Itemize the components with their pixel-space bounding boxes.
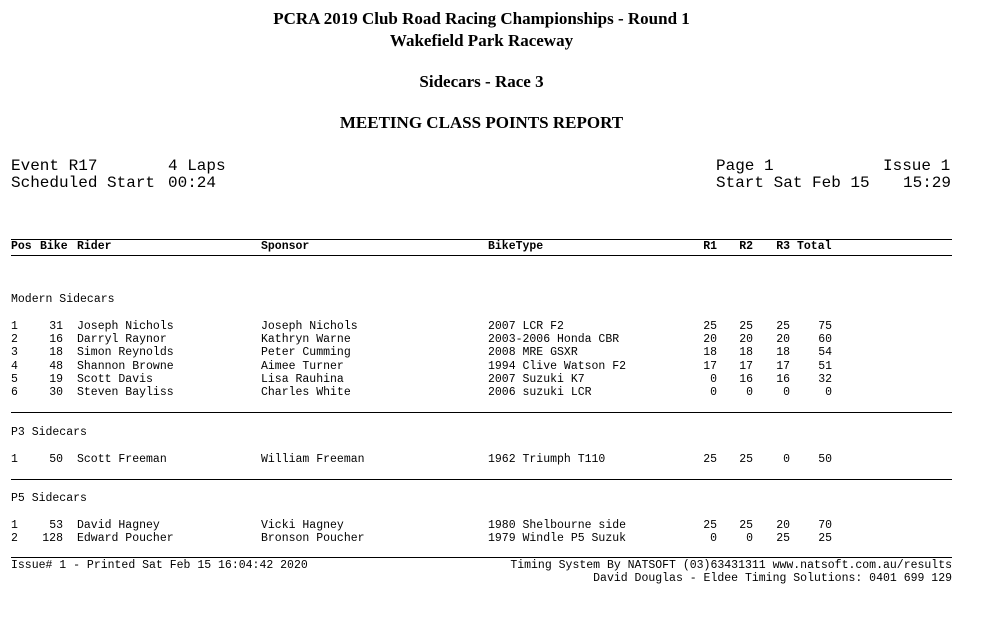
report-title: MEETING CLASS POINTS REPORT bbox=[339, 113, 624, 132]
cell-r1: 18 bbox=[703, 346, 717, 360]
cell-pos: 2 bbox=[11, 532, 18, 546]
cell-r2: 0 bbox=[746, 532, 753, 546]
cell-total: 75 bbox=[818, 320, 832, 333]
cell-rider: Steven Bayliss bbox=[77, 386, 174, 399]
cell-r1: 25 bbox=[703, 453, 717, 466]
class-divider bbox=[11, 412, 952, 413]
cell-r3: 0 bbox=[783, 453, 790, 466]
cell-total: 60 bbox=[818, 333, 832, 347]
cell-bike: 30 bbox=[49, 386, 63, 399]
page-label: Page 1 bbox=[716, 157, 774, 175]
cell-biketype: 2003-2006 Honda CBR bbox=[488, 333, 620, 347]
cell-r3: 25 bbox=[776, 320, 790, 333]
col-bike: Bike bbox=[40, 240, 68, 253]
cell-bike: 31 bbox=[49, 320, 63, 333]
cell-r1: 25 bbox=[703, 519, 717, 532]
cell-r2: 25 bbox=[739, 320, 753, 333]
cell-pos: 1 bbox=[11, 320, 18, 333]
operator-credit: David Douglas - Eldee Timing Solutions: 0401 699 129 bbox=[593, 572, 952, 585]
cell-r1: 25 bbox=[703, 320, 717, 333]
print-info: Issue# 1 - Printed Sat Feb 15 16:04:42 2020 bbox=[11, 559, 308, 572]
cell-r2: 25 bbox=[739, 453, 753, 466]
cell-r3: 20 bbox=[776, 519, 790, 532]
venue-title: Wakefield Park Raceway bbox=[389, 31, 574, 50]
cell-biketype: 2008 MRE GSXR bbox=[488, 346, 578, 360]
cell-sponsor: Kathryn Warne bbox=[261, 333, 351, 347]
cell-bike: 48 bbox=[49, 359, 63, 373]
cell-rider: Shannon Browne bbox=[77, 359, 174, 373]
cell-biketype: 1980 Shelbourne side bbox=[488, 519, 627, 532]
cell-total: 51 bbox=[818, 359, 832, 373]
cell-r2: 0 bbox=[746, 386, 753, 399]
cell-bike: 16 bbox=[49, 333, 63, 347]
cell-r1: 17 bbox=[703, 359, 717, 373]
footer-rule bbox=[11, 557, 952, 558]
timing-credit: Timing System By NATSOFT (03)63431311 www.natsoft.com.au/results bbox=[510, 559, 952, 572]
cell-r2: 17 bbox=[739, 359, 753, 373]
cell-pos: 1 bbox=[11, 519, 18, 532]
cell-biketype: 2006 suzuki LCR bbox=[488, 386, 592, 399]
cell-biketype: 2007 Suzuki K7 bbox=[488, 372, 585, 386]
col-sponsor: Sponsor bbox=[261, 240, 310, 253]
cell-total: 70 bbox=[818, 519, 832, 532]
start-label: Start Sat Feb 15 bbox=[716, 174, 870, 192]
cell-r3: 16 bbox=[776, 372, 790, 386]
cell-total: 32 bbox=[818, 372, 832, 386]
issue-label: Issue 1 bbox=[883, 157, 951, 175]
cell-rider: Scott Davis bbox=[77, 372, 153, 386]
cell-r1: 0 bbox=[710, 386, 717, 399]
col-pos: Pos bbox=[11, 240, 32, 253]
cell-r1: 0 bbox=[710, 372, 717, 386]
cell-r3: 20 bbox=[776, 333, 790, 347]
cell-bike: 19 bbox=[49, 372, 63, 386]
cell-r3: 17 bbox=[776, 359, 790, 373]
cell-bike: 18 bbox=[49, 346, 63, 360]
cell-bike: 50 bbox=[49, 453, 63, 466]
header-rule-bottom bbox=[11, 255, 952, 256]
col-r1: R1 bbox=[703, 240, 717, 253]
cell-sponsor: Joseph Nichols bbox=[261, 320, 358, 333]
cell-total: 0 bbox=[825, 386, 832, 399]
cell-sponsor: Bronson Poucher bbox=[261, 532, 365, 546]
cell-pos: 4 bbox=[11, 359, 18, 373]
cell-rider: Darryl Raynor bbox=[77, 333, 167, 347]
cell-r1: 0 bbox=[710, 532, 717, 546]
cell-pos: 2 bbox=[11, 333, 18, 347]
cell-r2: 16 bbox=[739, 372, 753, 386]
cell-biketype: 1994 Clive Watson F2 bbox=[488, 359, 627, 373]
cell-rider: Simon Reynolds bbox=[77, 346, 174, 360]
cell-rider: Edward Poucher bbox=[77, 532, 174, 546]
class-heading: Modern Sidecars bbox=[11, 293, 115, 306]
col-total: Total bbox=[797, 240, 832, 253]
event-label: Event R17 bbox=[11, 157, 98, 175]
cell-sponsor: Lisa Rauhina bbox=[261, 372, 344, 386]
cell-pos: 5 bbox=[11, 372, 18, 386]
cell-bike: 128 bbox=[42, 532, 63, 546]
scheduled-label: Scheduled Start bbox=[11, 174, 156, 192]
col-r3: R3 bbox=[776, 240, 790, 253]
cell-total: 50 bbox=[818, 453, 832, 466]
cell-total: 54 bbox=[818, 346, 832, 360]
class-heading: P3 Sidecars bbox=[11, 426, 87, 439]
cell-bike: 53 bbox=[49, 519, 63, 532]
cell-biketype: 2007 LCR F2 bbox=[488, 320, 564, 333]
cell-biketype: 1962 Triumph T110 bbox=[488, 453, 606, 466]
cell-rider: Joseph Nichols bbox=[77, 320, 174, 333]
cell-sponsor: Aimee Turner bbox=[261, 359, 344, 373]
cell-rider: Scott Freeman bbox=[77, 453, 167, 466]
cell-total: 25 bbox=[818, 532, 832, 546]
cell-sponsor: Peter Cumming bbox=[261, 346, 351, 360]
col-r2: R2 bbox=[739, 240, 753, 253]
cell-r2: 18 bbox=[739, 346, 753, 360]
class-heading: P5 Sidecars bbox=[11, 492, 87, 505]
col-rider: Rider bbox=[77, 240, 112, 253]
cell-pos: 1 bbox=[11, 453, 18, 466]
class-divider bbox=[11, 479, 952, 480]
laps-label: 4 Laps bbox=[168, 157, 226, 175]
championship-title: PCRA 2019 Club Road Racing Championships - Round 1 bbox=[273, 9, 690, 28]
cell-r2: 20 bbox=[739, 333, 753, 347]
race-title: Sidecars - Race 3 bbox=[419, 72, 544, 91]
cell-sponsor: Vicki Hagney bbox=[261, 519, 344, 532]
cell-r3: 25 bbox=[776, 532, 790, 546]
scheduled-time: 00:24 bbox=[168, 174, 217, 192]
cell-r2: 25 bbox=[739, 519, 753, 532]
cell-r1: 20 bbox=[703, 333, 717, 347]
col-biketype: BikeType bbox=[488, 240, 544, 253]
cell-biketype: 1979 Windle P5 Suzuk bbox=[488, 532, 627, 546]
start-time: 15:29 bbox=[903, 174, 952, 192]
cell-pos: 6 bbox=[11, 386, 18, 399]
cell-pos: 3 bbox=[11, 346, 18, 360]
cell-r3: 0 bbox=[783, 386, 790, 399]
cell-sponsor: Charles White bbox=[261, 386, 351, 399]
cell-rider: David Hagney bbox=[77, 519, 160, 532]
cell-sponsor: William Freeman bbox=[261, 453, 365, 466]
cell-r3: 18 bbox=[776, 346, 790, 360]
